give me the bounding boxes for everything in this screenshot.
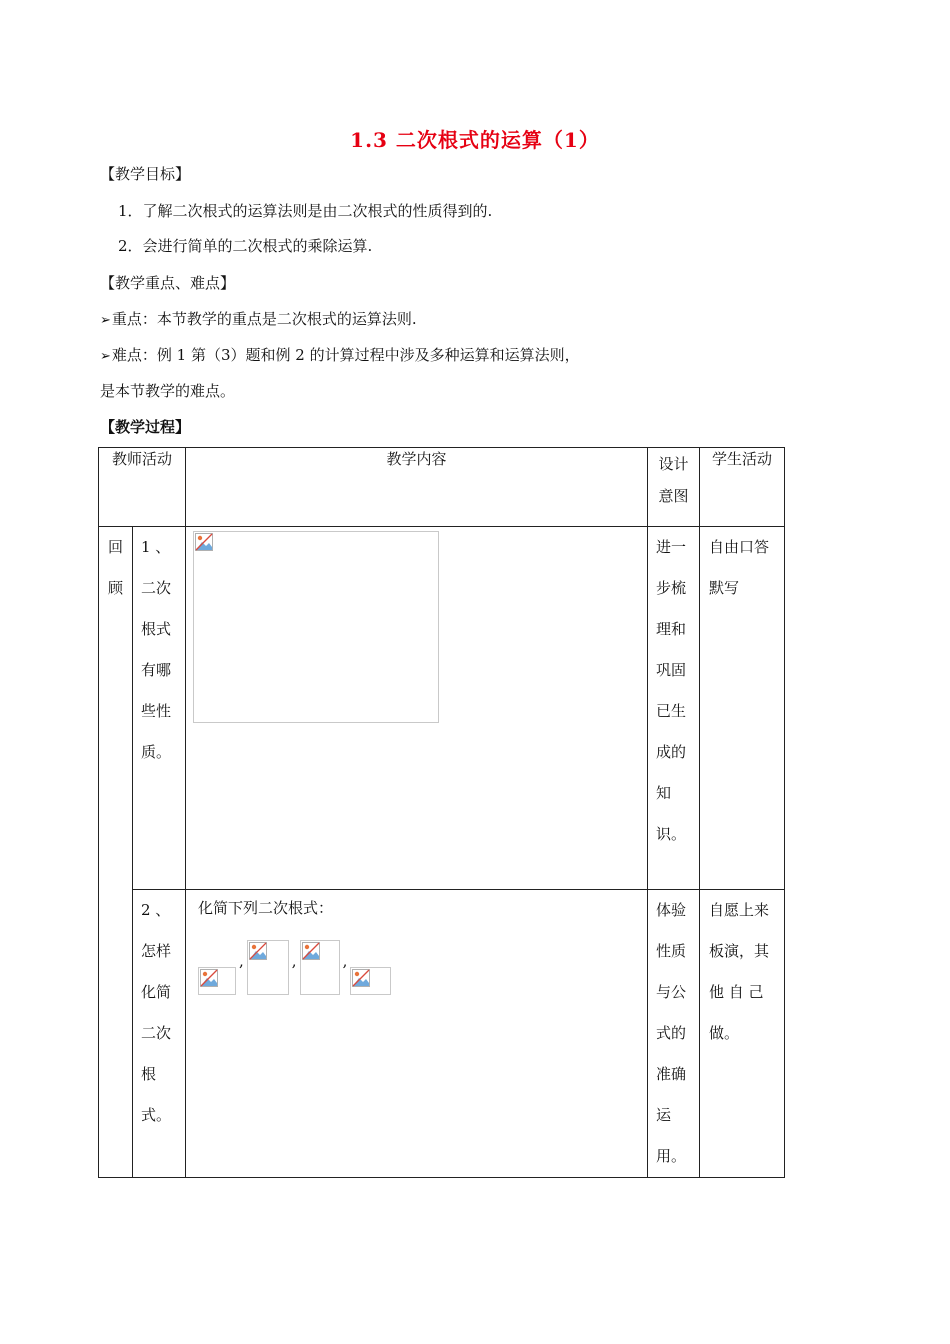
header-teacher: 教师活动 (99, 448, 186, 527)
design-line: 知 (656, 784, 672, 802)
design-line: 性质 (656, 942, 687, 960)
goals-heading: 【教学目标】 (100, 165, 191, 183)
process-heading: 【教学过程】 (100, 418, 191, 436)
design-line: 成的 (656, 743, 687, 761)
arrow-bullet-icon: ➢ (100, 313, 111, 328)
question-line: 有哪 (141, 661, 172, 679)
expression-image (198, 967, 236, 995)
table-row (99, 527, 785, 890)
expression-image (300, 940, 340, 995)
student-cell (700, 527, 785, 890)
table-header-row (99, 448, 785, 527)
question-line: 根式 (141, 620, 172, 638)
separator: , (291, 952, 297, 970)
exercise-expressions (198, 940, 647, 999)
broken-image-icon (200, 969, 218, 987)
separator: , (342, 952, 348, 970)
header-design (648, 448, 700, 527)
key-point (100, 308, 417, 329)
design-line: 步梳 (656, 579, 687, 597)
phase-cell (99, 527, 133, 1178)
design-line: 理和 (656, 620, 687, 638)
goal-item-2: 2．会进行简单的二次根式的乘除运算. (118, 237, 373, 255)
header-student: 学生活动 (700, 448, 785, 527)
difficult-point-cont: 是本节教学的难点。 (100, 382, 236, 400)
design-line: 巩固 (656, 661, 687, 679)
content-cell (186, 890, 648, 1178)
broken-image-icon (302, 942, 320, 960)
question-line: 化简 (141, 983, 172, 1001)
student-line: 做。 (709, 1024, 740, 1042)
design-line: 准确 (656, 1065, 687, 1083)
page-title: 1.3 二次根式的运算（1） (350, 128, 600, 152)
student-cell (700, 890, 785, 1178)
broken-image-icon (249, 942, 267, 960)
design-line: 进一 (656, 538, 687, 556)
question-line: 式。 (141, 1106, 172, 1124)
design-line: 体验 (656, 901, 687, 919)
header-content: 教学内容 (186, 448, 648, 527)
question-line: 怎样 (141, 942, 172, 960)
design-cell (648, 527, 700, 890)
exercise-intro: 化简下列二次根式： (198, 899, 334, 917)
difficult-point-text: 难点：例 1 第（3）题和例 2 的计算过程中涉及多种运算和运算法则， (111, 346, 580, 364)
design-line: 识。 (656, 825, 687, 843)
question-line: 质。 (141, 743, 172, 761)
question-line: 二次 (141, 1024, 172, 1042)
student-line: 板演，其 (709, 942, 770, 960)
expression-image (247, 940, 289, 995)
design-cell (648, 890, 700, 1178)
phase-char: 回 (107, 538, 123, 556)
question-line: 根 (141, 1065, 157, 1083)
broken-image-icon (352, 969, 370, 987)
design-line: 与公 (656, 983, 687, 1001)
phase-char: 顾 (107, 579, 123, 597)
expression-image (350, 967, 391, 995)
student-line: 自愿上来 (709, 901, 770, 919)
difficult-point (100, 344, 580, 365)
student-line: 默写 (709, 579, 740, 597)
question-line: 1 、 (141, 538, 171, 556)
question-cell (133, 890, 186, 1178)
design-line: 已生 (656, 702, 687, 720)
lesson-table (98, 447, 785, 1178)
arrow-bullet-icon: ➢ (100, 349, 111, 364)
goal-item-1: 1．了解二次根式的运算法则是由二次根式的性质得到的. (118, 202, 493, 220)
separator: , (239, 952, 244, 970)
key-point-text: 重点：本节教学的重点是二次根式的运算法则. (111, 310, 417, 328)
question-cell (133, 527, 186, 890)
header-design-line: 设计 (658, 455, 689, 473)
student-line: 他 自 己 (709, 983, 764, 1001)
question-line: 些性 (141, 702, 172, 720)
broken-image-icon (195, 533, 213, 551)
content-cell (186, 527, 648, 890)
properties-image (193, 531, 439, 723)
question-line: 2 、 (141, 901, 171, 919)
key-heading: 【教学重点、难点】 (100, 274, 236, 292)
table-row (99, 890, 785, 1178)
student-line: 自由口答 (709, 538, 770, 556)
design-line: 式的 (656, 1024, 687, 1042)
design-line: 运 (656, 1106, 672, 1124)
header-design-line: 意图 (658, 487, 689, 505)
question-line: 二次 (141, 579, 172, 597)
design-line: 用。 (656, 1147, 687, 1165)
